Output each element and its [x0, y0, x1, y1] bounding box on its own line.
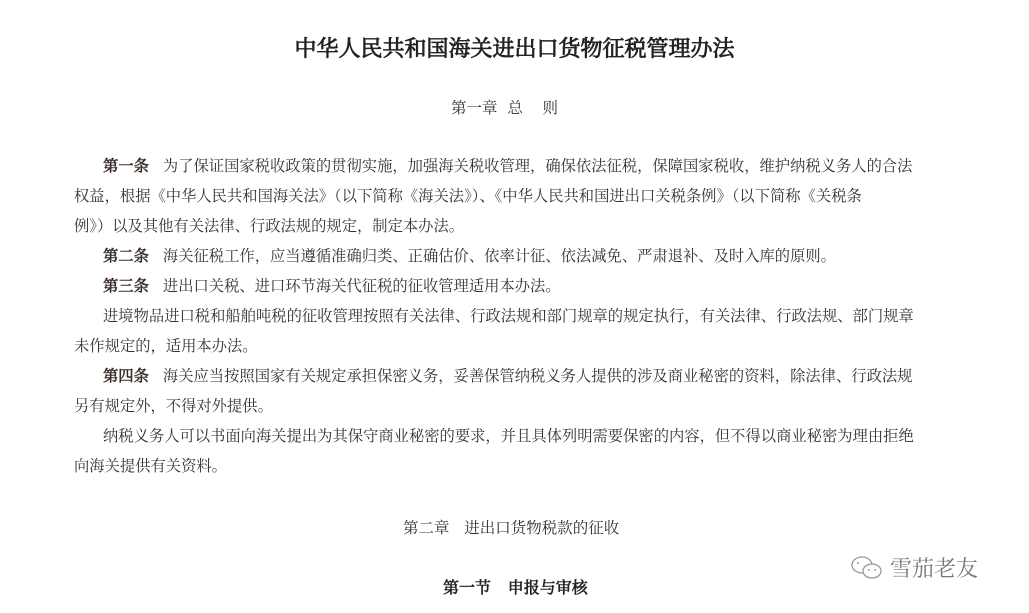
article-2-label: 第二条 — [103, 247, 149, 265]
article-3-para-2-line-1: 进境物品进口税和船舶吨税的征收管理按照有关法律、行政法规和部门规章的规定执行，有关法律、行政法规、部门规章 — [103, 307, 914, 325]
article-1-line-3: 例》）以及其他有关法律、行政法规的规定，制定本办法。 — [74, 217, 465, 235]
article-3-para-2-line-2: 未作规定的，适用本办法。 — [74, 337, 258, 355]
watermark — [850, 552, 978, 583]
article-2-text: 海关征税工作，应当遵循准确归类、正确估价、依率计征、依法减免、严肃退补、及时入库的原则。 — [162, 247, 836, 265]
article-4-line-1 — [103, 361, 1003, 391]
section-1-heading: 第一节 申报与审核 — [443, 578, 588, 597]
article-4-para-2-line-2: 向海关提供有关资料。 — [74, 457, 227, 475]
article-3-label: 第三条 — [103, 277, 149, 295]
article-3 — [103, 271, 1003, 301]
chapter-1-heading: 第一章 总 则 — [451, 99, 559, 117]
article-3-text: 进出口关税、进口环节海关代征税的征收管理适用本办法。 — [162, 277, 561, 295]
watermark-text: 雪茄老友 — [890, 557, 979, 582]
article-1-line-2: 权益，根据《中华人民共和国海关法》（以下简称《海关法》）、《中华人民共和国进出口关税条例》（以下简称《关税条 — [74, 187, 862, 205]
article-2 — [103, 241, 1003, 271]
article-1-text: 为了保证国家税收政策的贯彻实施，加强海关税收管理，确保依法征税，保障国家税收，维护纳税义务人的合法 — [162, 157, 913, 175]
article-4-label: 第四条 — [103, 367, 149, 385]
article-4-para-2-line-1: 纳税义务人可以书面向海关提出为其保守商业秘密的要求，并且具体列明需要保密的内容，但不得以商业秘密为理由拒绝 — [103, 427, 914, 445]
article-4-line-2: 另有规定外，不得对外提供。 — [74, 397, 273, 415]
chapter-2-heading: 第二章 进出口货物税款的征收 — [403, 519, 620, 537]
wechat-icon — [850, 554, 884, 582]
article-1-line-1 — [103, 151, 1003, 181]
document-title: 中华人民共和国海关进出口货物征税管理办法 — [294, 37, 735, 62]
article-1-label: 第一条 — [103, 157, 149, 175]
article-4-text: 海关应当按照国家有关规定承担保密义务，妥善保管纳税义务人提供的涉及商业秘密的资料，除法律、行政法规 — [162, 367, 913, 385]
